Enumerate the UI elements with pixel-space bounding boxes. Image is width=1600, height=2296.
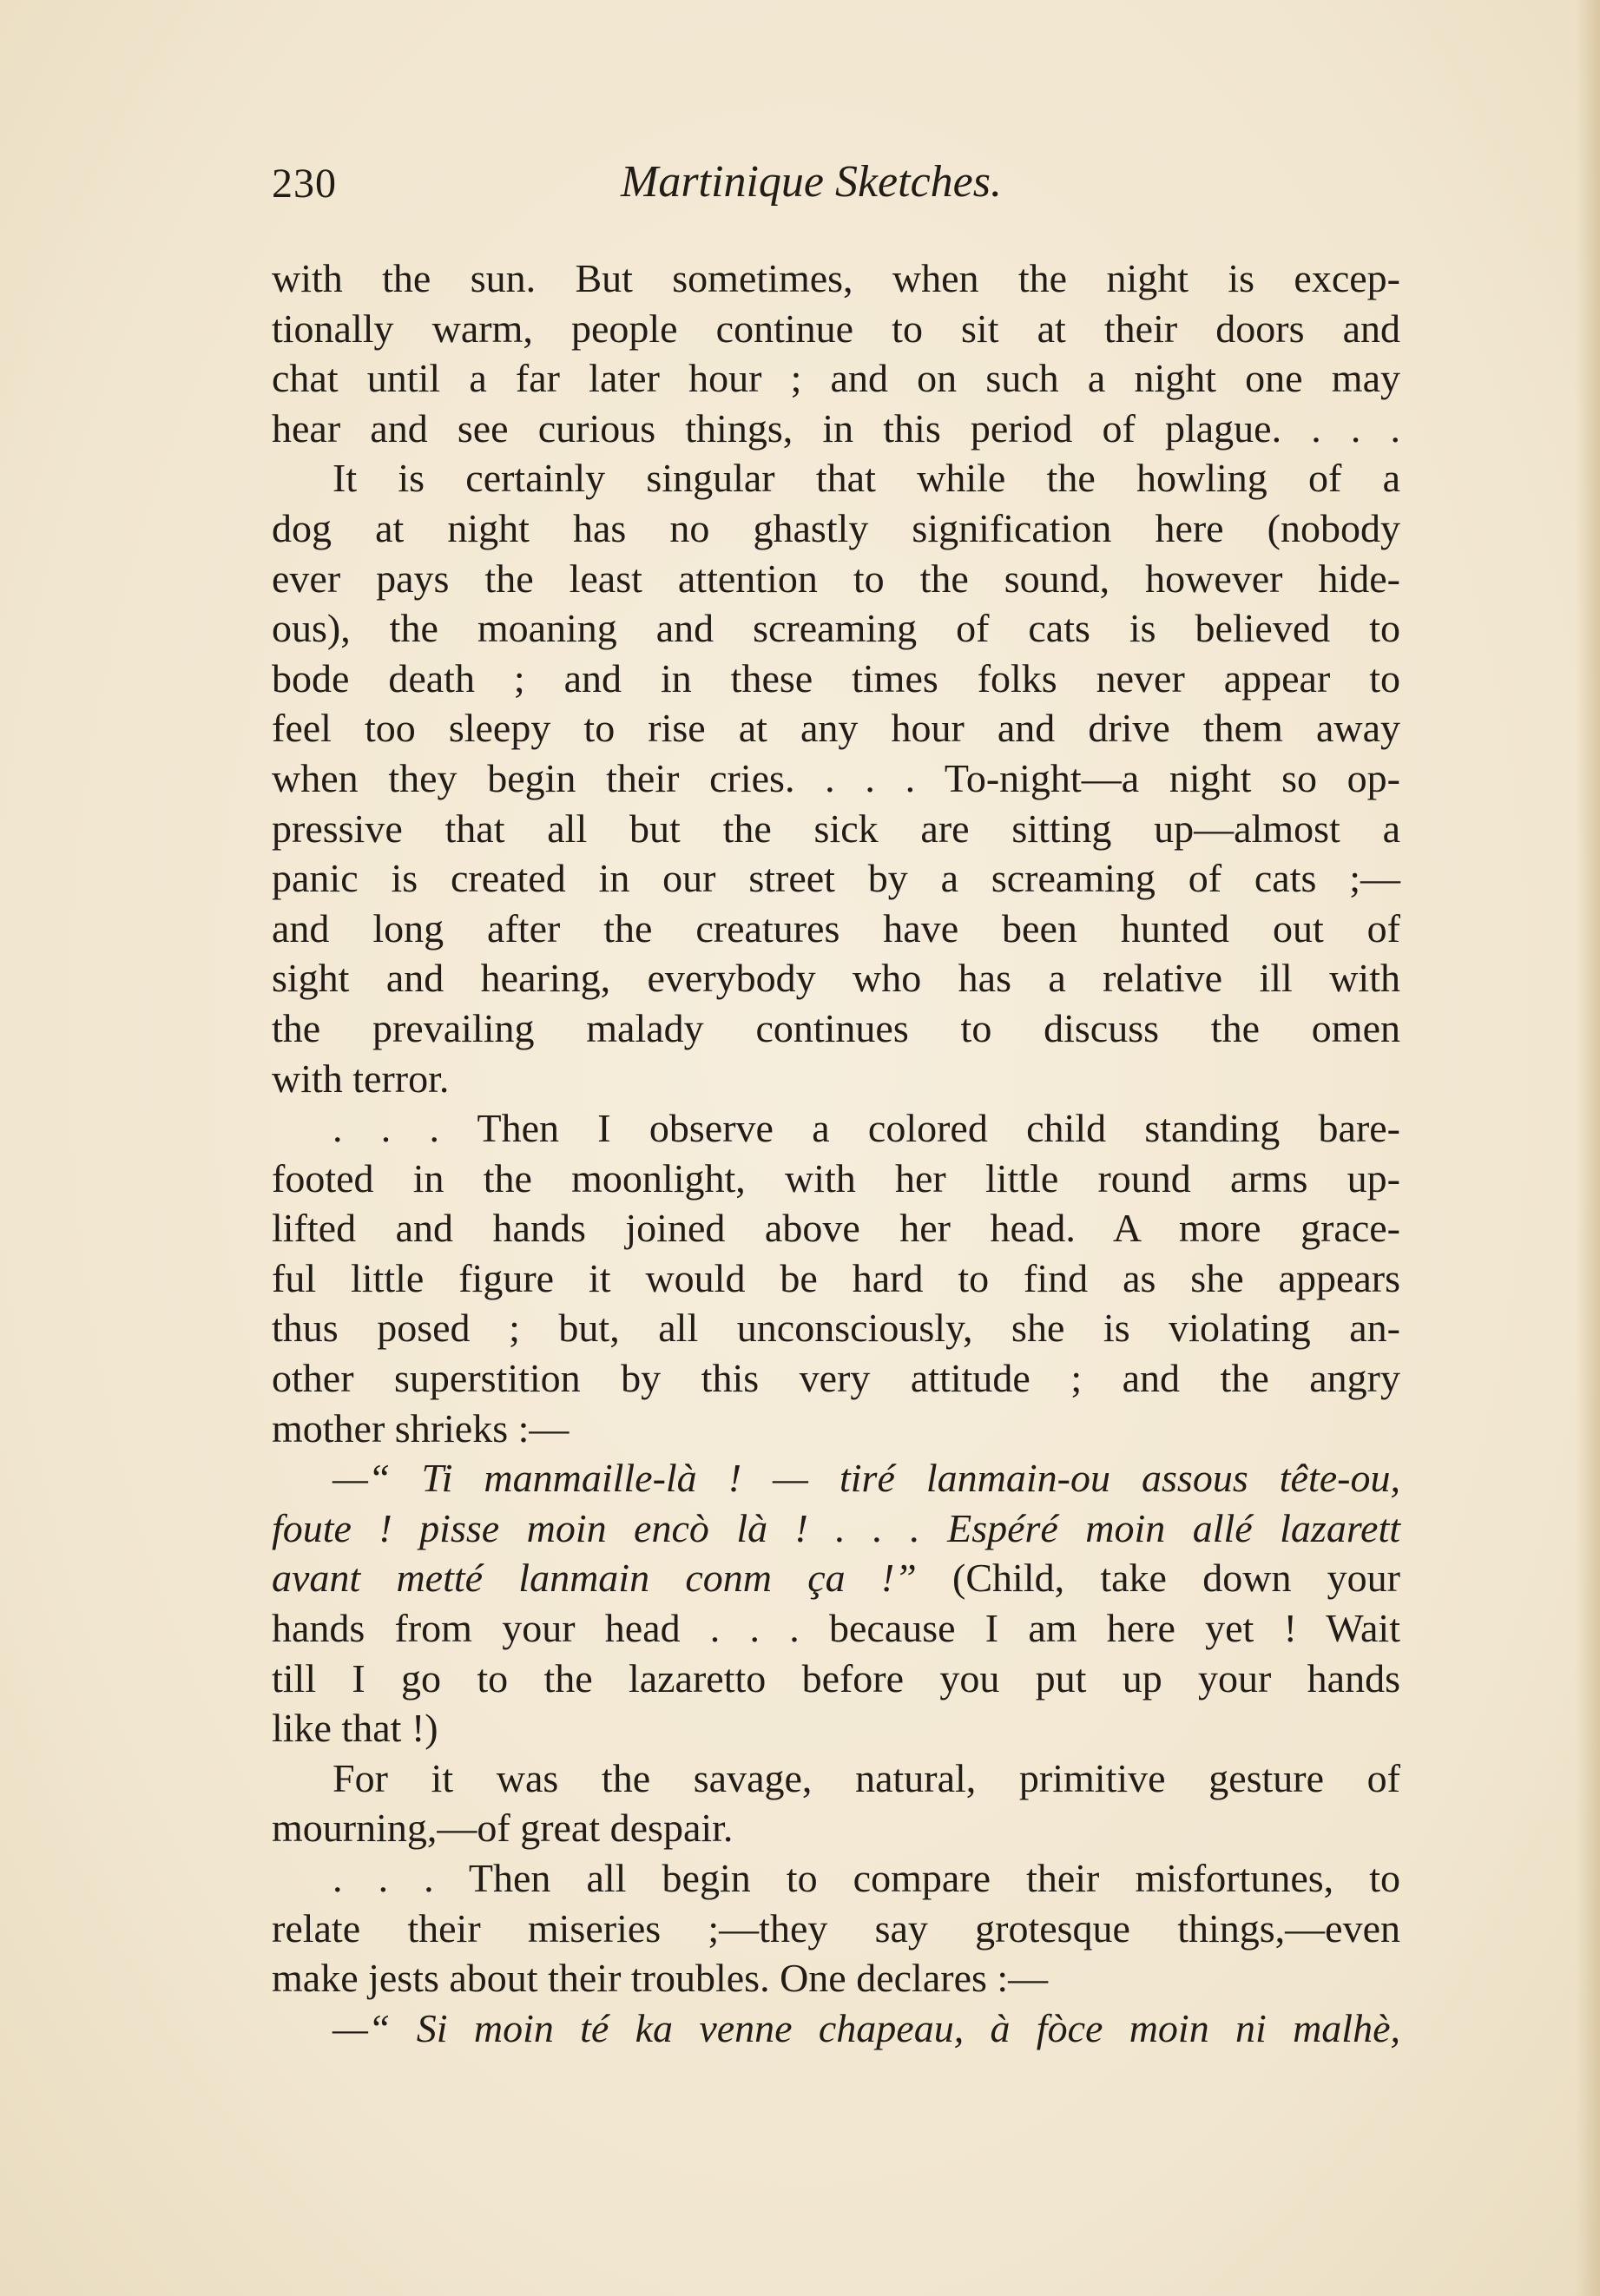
text-line: panic is created in our street by a screaming of cats ;— <box>272 856 1400 901</box>
text-line: chat until a far later hour ; and on such a night one may <box>272 356 1400 401</box>
text-line: other superstition by this very attitude ; and the angry <box>272 1356 1400 1401</box>
text-line: . . . Then all begin to compare their misfortunes, to <box>333 1856 1400 1900</box>
creole-quote-line: —“ Ti manmaille-là ! — tiré lanmain-ou assous tête-ou, <box>333 1456 1400 1501</box>
text-line: sight and hearing, everybody who has a relative ill with <box>272 956 1400 1001</box>
text-line: and long after the creatures have been hunted out of <box>272 905 1400 951</box>
text-line: footed in the moonlight, with her little round arms up- <box>272 1155 1400 1201</box>
translation-fragment: (Child, take down your <box>952 1556 1401 1601</box>
text-line: bode death ; and in these times folks never appear to <box>272 655 1400 701</box>
text-line: till I go to the lazaretto before you put up your hands <box>272 1655 1400 1701</box>
page-edge-shadow <box>1576 0 1600 2296</box>
text-line: with terror. <box>272 1056 450 1101</box>
text-line: hands from your head . . . because I am here yet ! Wait <box>272 1606 1400 1651</box>
text-line: dog at night has no ghastly signification here (nobody <box>272 505 1400 550</box>
text-line: mourning,—of great despair. <box>272 1806 734 1851</box>
text-line: hear and see curious things, in this period of plague. . . . <box>272 405 1400 451</box>
text-line: It is certainly singular that while the howling of a <box>333 456 1400 501</box>
text-line: tionally warm, people continue to sit at their doors and <box>272 306 1400 351</box>
text-line: make jests about their troubles. One declares :— <box>272 1956 1049 2001</box>
text-line: ful little figure it would be hard to find as she appears <box>272 1255 1400 1300</box>
text-line: pressive that all but the sick are sitting up—almost a <box>272 806 1400 851</box>
creole-quote-line: —“ Si moin té ka venne chapeau, à fòce moin ni malhè, <box>333 2005 1400 2050</box>
creole-quote-line: foute ! pisse moin encò là ! . . . Espéré moin allé lazarett <box>272 1505 1400 1550</box>
text-line: . . . Then I observe a colored child standing bare- <box>333 1106 1400 1151</box>
page-number: 230 <box>272 161 337 207</box>
text-line: thus posed ; but, all unconsciously, she is violating an- <box>272 1306 1400 1351</box>
text-line: like that !) <box>272 1706 438 1751</box>
text-line: the prevailing malady continues to discuss the omen <box>272 1005 1400 1050</box>
creole-quote-fragment: avant metté lanmain conm ça !” <box>272 1556 917 1601</box>
text-line: ous), the moaning and screaming of cats is believed to <box>272 606 1400 651</box>
text-line: ever pays the least attention to the sound, however hide- <box>272 556 1400 601</box>
text-line: feel too sleepy to rise at any hour and drive them away <box>272 706 1400 751</box>
running-title: Martinique Sketches. <box>621 157 1002 207</box>
text-line: mother shrieks :— <box>272 1405 570 1451</box>
text-line: when they begin their cries. . . . To-night—a night so op- <box>272 755 1400 800</box>
mixed-line <box>272 1553 1400 1603</box>
text-line: For it was the savage, natural, primitive gesture of <box>333 1755 1400 1800</box>
text-line: with the sun. But sometimes, when the night is excep- <box>272 256 1400 300</box>
running-head <box>272 157 1400 229</box>
text-line: relate their miseries ;—they say grotesque things,—even <box>272 1905 1400 1951</box>
body-text <box>272 253 1400 2053</box>
text-line: lifted and hands joined above her head. A more grace- <box>272 1206 1400 1251</box>
